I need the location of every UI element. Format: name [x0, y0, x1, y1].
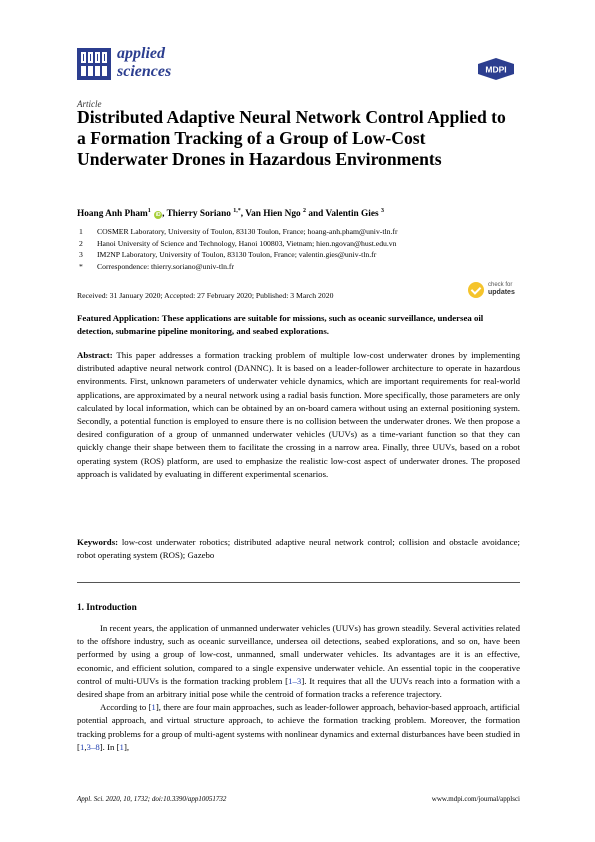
svg-text:MDPI: MDPI	[485, 64, 507, 75]
keywords-text: low-cost underwater robotics; distributed adaptive neural network control; collision and obstacle avoidance; robot operating system (ROS); Gazebo	[77, 537, 520, 561]
citation-link[interactable]: 1	[119, 741, 124, 752]
affiliation-mark: 3	[79, 250, 83, 260]
check-updates-line2: updates	[488, 289, 515, 296]
citation-link[interactable]: 1	[79, 741, 85, 752]
affiliation-mark: 2	[79, 238, 83, 248]
citation-link[interactable]: 1–3	[288, 675, 302, 686]
check-updates-icon	[468, 282, 484, 298]
affiliation-mark: *	[79, 262, 83, 272]
affiliation-text: Hanoi University of Science and Technology, Hanoi 100803, Vietnam; hien.ngovan@hust.edu.vn	[97, 238, 397, 248]
affiliation-mark: 1	[79, 227, 83, 236]
check-for-updates-badge[interactable]	[468, 280, 528, 300]
featured-application	[77, 312, 520, 338]
author-name: Van Hien Ngo	[245, 209, 301, 220]
abstract-text: This paper addresses a formation tracking problem of multiple low-cost underwater drones by implementing distributed adaptive neural network control (DANNC). It is based on a leader-follower architecture to operate in hazardous environments. First, unknown parameters of underwater vehicle dynamics, which are important requirements for real-world applications, are approximated by a neural network using a radial basis function. More specifically, those parameters are only calculated by local information, which can be obtained by an on-board camera without using an external positioning system. Secondly, a potential function is employed to ensure there is no collision between the underwater drones. We then propose a desired configuration of a group of unmanned underwater vehicles (UUVs) as a time-variant function so that they can quickly change their shape between them to facilitate the crossing in a narrow area. Finally, three UUVs, based on a robot operating system (ROS) platform, are used to emphasize the realistic low-cost aspect of underwater drones. The proposed approach is validated by evaluating in different experimental scenarios.	[77, 350, 520, 479]
section-divider	[77, 582, 520, 583]
affiliation-item	[77, 238, 517, 250]
paragraph-text: ]. In [	[99, 741, 120, 752]
paragraph-text: ], there are four main approaches, such as leader-follower approach, behavior-based approach, artificial potential approach, and virtual structure approach, to achieve the formation tracking problem. Moreover, the formation tracking problems for a group of multi-agent systems with nonlinear dynamics and external disturbances have been studied in [	[77, 702, 520, 752]
paragraph	[77, 701, 520, 754]
paragraph-text: ,	[84, 741, 87, 752]
paragraph-text: According to [	[100, 702, 152, 713]
author-affiliation-mark: 1	[147, 208, 151, 214]
correspondence-text: Correspondence: thierry.soriano@univ-tln.fr	[97, 262, 235, 272]
paragraph-text: ],	[123, 741, 130, 752]
paragraph-text: In recent years, the application of unmanned underwater vehicles (UUVs) has grown steadily. Several activities related to the offshore industry, such as oceanic surveillance, undersea oil detections, seabed explorations, and so on, have been performed by using a group of low-cost, unmanned, small underwater vehicles. Its advantages are it is an effective, economic, and efficient solution, compared to a single expensive underwater vehicle. An essential topic in the cooperative control of multi-UUVs is the formation tracking problem [	[77, 623, 520, 686]
abstract	[77, 349, 520, 481]
author-name: Thierry Soriano	[166, 209, 231, 220]
publication-dates: Received: 31 January 2020; Accepted: 27 February 2020; Published: 3 March 2020	[77, 291, 334, 300]
author-name: Hoang Anh Pham	[77, 209, 148, 220]
author-affiliation-mark: 3	[380, 208, 384, 214]
affiliation-item	[77, 226, 517, 238]
mdpi-logo-icon	[476, 58, 516, 80]
footer-citation: Appl. Sci. 2020, 10, 1732; doi:10.3390/app10051732	[77, 795, 227, 803]
affiliation-item	[77, 261, 517, 273]
featured-application-text: These applications are suitable for missions, such as oceanic surveillance, undersea oil detection, submarine pipeline monitoring, and seabed explorations.	[77, 313, 484, 336]
journal-name-line1: applied	[117, 45, 165, 62]
author-affiliation-mark: 2	[303, 208, 306, 214]
footer-journal-url[interactable]: www.mdpi.com/journal/applsci	[431, 795, 520, 803]
author-list	[77, 208, 527, 219]
author-affiliation-mark: 1,*	[233, 208, 241, 214]
citation-link[interactable]: 3–8	[86, 741, 100, 752]
paragraph	[77, 622, 520, 701]
journal-name-line2: sciences	[117, 63, 172, 80]
author-separator: ,	[240, 209, 246, 220]
section-heading: 1. Introduction	[77, 603, 137, 613]
author-name: Valentin Gies	[325, 209, 379, 220]
affiliation-text: COSMER Laboratory, University of Toulon, 83130 Toulon, France; hoang-anh.pham@univ-tln.fr	[97, 227, 398, 236]
article-title: Distributed Adaptive Neural Network Control Applied to a Formation Tracking of a Group of Low-Cost Underwater Drones in Hazardous Environments	[77, 107, 506, 169]
affiliation-text: IM2NP Laboratory, University of Toulon, 83130 Toulon, France; valentin.gies@univ-tln.fr	[97, 250, 377, 260]
author-separator: ,	[162, 209, 167, 220]
citation-link[interactable]: 1	[151, 702, 156, 713]
abstract-label: Abstract:	[77, 350, 113, 360]
introduction-body	[77, 622, 520, 754]
journal-name	[117, 45, 171, 81]
article-type: Article	[77, 99, 102, 109]
keywords	[77, 536, 520, 562]
keywords-label: Keywords:	[77, 537, 119, 547]
applied-sciences-logo-icon	[77, 48, 111, 80]
orcid-icon[interactable]: iD	[155, 212, 161, 219]
affiliation-list	[77, 226, 517, 273]
check-updates-line1: check for	[488, 282, 513, 288]
featured-application-label: Featured Application:	[77, 313, 160, 323]
paragraph-text: ]. It requires that all the UUVs reach into a formation with a desired shape from an arbitrary initial pose while the centroid of formation tracks a reference trajectory.	[77, 675, 520, 700]
author-separator: and	[306, 209, 326, 220]
affiliation-item	[77, 249, 517, 261]
